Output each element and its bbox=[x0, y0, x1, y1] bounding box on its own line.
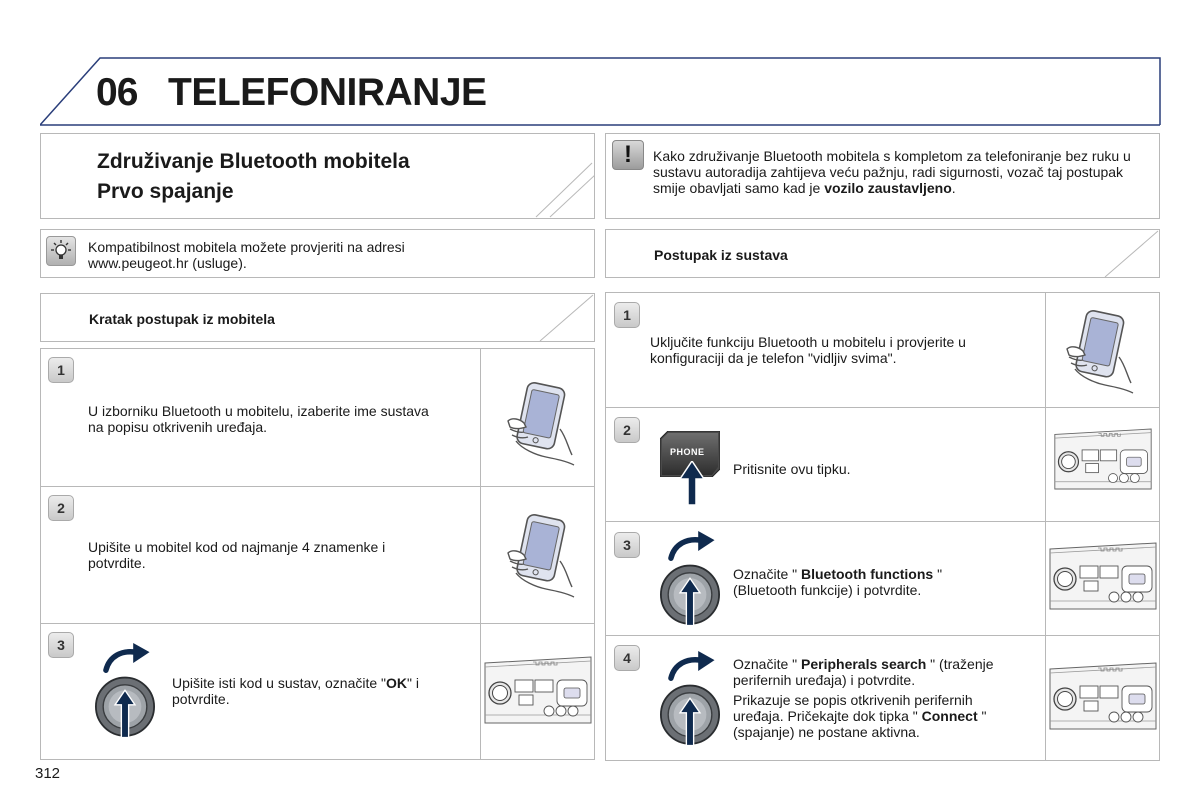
mobile-procedure-title: Kratak postupak iz mobitela bbox=[89, 311, 275, 327]
system-procedure-heading bbox=[605, 229, 1160, 278]
step-text bbox=[733, 566, 993, 598]
step-text-end: " (spajanje) ne postane aktivna. bbox=[733, 708, 987, 740]
mobile-procedure-heading bbox=[40, 293, 595, 342]
step-number: 4 bbox=[614, 645, 640, 671]
section-title-line2: Prvo spajanje bbox=[97, 180, 234, 203]
step-divider bbox=[41, 623, 594, 624]
warning-text bbox=[653, 148, 1153, 196]
dial-press-icon bbox=[93, 643, 157, 743]
step-text bbox=[172, 675, 462, 707]
step-text-end: " (traženje perifernih uređaja) i potvrdite. bbox=[733, 656, 994, 688]
step-text-end: " (Bluetooth funkcije) i potvrdite. bbox=[733, 566, 943, 598]
radio-panel-icon bbox=[483, 655, 593, 725]
page-number: 312 bbox=[35, 765, 61, 782]
up-arrow-icon bbox=[679, 461, 705, 507]
step-text-secondary bbox=[733, 692, 1023, 740]
section-title-box bbox=[40, 133, 595, 219]
phone-in-hand-icon bbox=[1061, 305, 1151, 395]
radio-panel-icon bbox=[1053, 427, 1153, 491]
page-title: TELEFONIRANJE bbox=[168, 71, 487, 114]
step-text-bold: Bluetooth functions bbox=[801, 566, 934, 582]
radio-panel-icon bbox=[1048, 541, 1158, 611]
image-column-divider bbox=[480, 349, 481, 759]
radio-panel-icon bbox=[1048, 661, 1158, 731]
step-number: 2 bbox=[48, 495, 74, 521]
warning-text-end: . bbox=[951, 180, 956, 196]
step-text-bold: Connect bbox=[921, 708, 978, 724]
system-procedure-title: Postupak iz sustava bbox=[654, 247, 788, 263]
step-text-end: " i potvrdite. bbox=[172, 675, 420, 707]
section-title-line1: Združivanje Bluetooth mobitela bbox=[97, 150, 410, 173]
chapter-number: 06 bbox=[96, 71, 138, 114]
step-text-bold: OK bbox=[386, 675, 408, 691]
phone-in-hand-icon bbox=[502, 509, 592, 599]
step-divider bbox=[606, 407, 1159, 408]
step-text-main: Označite " bbox=[733, 566, 801, 582]
corner-decoration bbox=[40, 133, 595, 219]
step-text: Pritisnite ovu tipku. bbox=[733, 461, 851, 477]
warning-icon: ! bbox=[612, 140, 644, 170]
chapter-header bbox=[40, 57, 1161, 127]
step-text: Uključite funkciju Bluetooth u mobitelu i provjerite u konfiguraciji da je telefon "vidljiv svima". bbox=[650, 334, 966, 366]
step-divider bbox=[41, 486, 594, 487]
step-text-main: Označite " bbox=[733, 656, 801, 672]
step-text: Upišite u mobitel kod od najmanje 4 znamenke i potvrdite. bbox=[88, 539, 386, 571]
warning-text-bold: vozilo zaustavljeno bbox=[824, 180, 952, 196]
step-text-main: Prikazuje se popis otkrivenih perifernih uređaja. Pričekajte dok tipka " bbox=[733, 692, 973, 724]
step-number: 3 bbox=[48, 632, 74, 658]
step-number: 2 bbox=[614, 417, 640, 443]
step-number: 1 bbox=[48, 357, 74, 383]
step-text: U izborniku Bluetooth u mobitelu, izaberite ime sustava na popisu otkrivenih uređaja. bbox=[88, 403, 429, 435]
step-text-main: Upišite isti kod u sustav, označite " bbox=[172, 675, 387, 691]
dial-press-icon bbox=[658, 531, 722, 631]
step-number: 3 bbox=[614, 532, 640, 558]
system-steps-panel bbox=[605, 292, 1160, 761]
phone-in-hand-icon bbox=[502, 377, 592, 467]
lightbulb-icon bbox=[46, 236, 76, 266]
tip-box bbox=[40, 229, 595, 278]
warning-text-main: Kako združivanje Bluetooth mobitela s kompletom za telefoniranje bez ruku u sustavu autoradija zahtijeva veću pažnju, radi sigurnosti, vozač taj postupak smije obavljati samo kad je bbox=[653, 148, 1131, 196]
step-text-bold: Peripherals search bbox=[801, 656, 927, 672]
step-text bbox=[733, 656, 1023, 688]
dial-press-icon bbox=[658, 651, 722, 751]
tip-text: Kompatibilnost mobitela možete provjeriti na adresi www.peugeot.hr (usluge). bbox=[88, 239, 405, 271]
mobile-steps-panel bbox=[40, 348, 595, 760]
phone-key-label: PHONE bbox=[670, 447, 705, 457]
step-number: 1 bbox=[614, 302, 640, 328]
step-divider bbox=[606, 635, 1159, 636]
warning-box bbox=[605, 133, 1160, 219]
step-divider bbox=[606, 521, 1159, 522]
image-column-divider bbox=[1045, 293, 1046, 760]
